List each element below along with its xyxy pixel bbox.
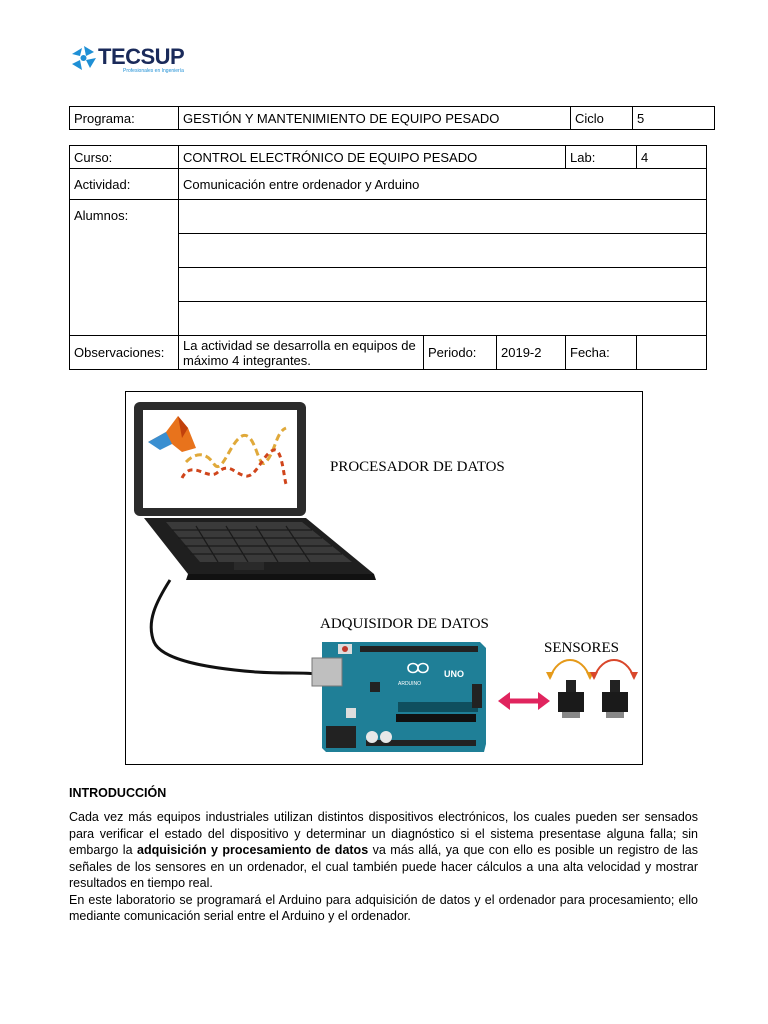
course-table xyxy=(69,145,707,370)
program-row xyxy=(70,107,715,130)
fecha-label: Fecha: xyxy=(566,336,637,370)
double-arrow-icon xyxy=(498,692,550,710)
logo-name: TECSUP xyxy=(98,44,185,69)
potentiometer-icon xyxy=(546,660,594,718)
periodo-value: 2019-2 xyxy=(497,336,566,370)
ciclo-label: Ciclo xyxy=(571,107,633,130)
actividad-label: Actividad: xyxy=(70,169,179,200)
alumno-field-4[interactable] xyxy=(179,302,707,336)
periodo-label: Periodo: xyxy=(424,336,497,370)
intro-text: Cada vez más equipos industriales utilizan distintos dispositivos electrónicos, los cuales pueden ser sensados para verificar el estado del dispositivo y determinar un diagnóstico si el sistema presentase alguna falla; sin embargo la xyxy=(69,810,698,857)
observaciones-label: Observaciones: xyxy=(70,336,179,370)
data-acquisition-figure xyxy=(125,391,643,765)
ciclo-value: 5 xyxy=(633,107,715,130)
section-title: INTRODUCCIÓN xyxy=(69,786,167,800)
alumnos-row xyxy=(70,200,707,234)
lab-label: Lab: xyxy=(566,146,637,169)
figure-illustration xyxy=(126,392,642,764)
intro-body xyxy=(69,809,698,925)
fecha-value[interactable] xyxy=(637,336,707,370)
program-table xyxy=(69,106,715,130)
tecsup-logo xyxy=(70,42,210,76)
actividad-value: Comunicación entre ordenador y Arduino xyxy=(179,169,707,200)
observaciones-value: La actividad se desarrolla en equipos de máximo 4 integrantes. xyxy=(179,336,424,370)
observaciones-row xyxy=(70,336,707,370)
intro-paragraph-2: En este laboratorio se programará el Arduino para adquisición de datos y el ordenador para procesamiento; ello mediante comunicación serial entre el Arduino y el ordenador. xyxy=(69,892,698,923)
intro-text: va más allá, ya que con ello es posible un registro de las señales de los sensores en un ordenador, el cual también puede hacer cálculos a una alta velocidad y mostrar resultados en tiempo real. xyxy=(69,843,698,890)
intro-bold-text: adquisición y procesamiento de datos xyxy=(137,843,369,857)
board-arduino-text: ARDUINO xyxy=(398,681,422,687)
tecsup-logo-icon xyxy=(70,44,98,72)
programa-value: GESTIÓN Y MANTENIMIENTO DE EQUIPO PESADO xyxy=(179,107,571,130)
board-uno-text: UNO xyxy=(444,669,464,679)
arduino-board-icon xyxy=(312,642,486,752)
alumno-field-1[interactable] xyxy=(179,200,707,234)
adquisidor-label: ADQUISIDOR DE DATOS xyxy=(320,616,489,632)
curso-value: CONTROL ELECTRÓNICO DE EQUIPO PESADO xyxy=(179,146,566,169)
alumno-field-3[interactable] xyxy=(179,268,707,302)
actividad-row xyxy=(70,169,707,200)
curso-row xyxy=(70,146,707,169)
curso-label: Curso: xyxy=(70,146,179,169)
logo-tagline: Profesionales en Ingeniería xyxy=(123,68,184,74)
alumno-field-2[interactable] xyxy=(179,234,707,268)
usb-cable-icon xyxy=(151,580,316,674)
sensores-label: SENSORES xyxy=(544,640,620,656)
potentiometer-icon xyxy=(590,660,638,718)
procesador-label: PROCESADOR DE DATOS xyxy=(330,459,505,475)
alumnos-label: Alumnos: xyxy=(70,200,179,336)
programa-label: Programa: xyxy=(70,107,179,130)
lab-value: 4 xyxy=(637,146,707,169)
intro-paragraph-1 xyxy=(69,809,698,892)
